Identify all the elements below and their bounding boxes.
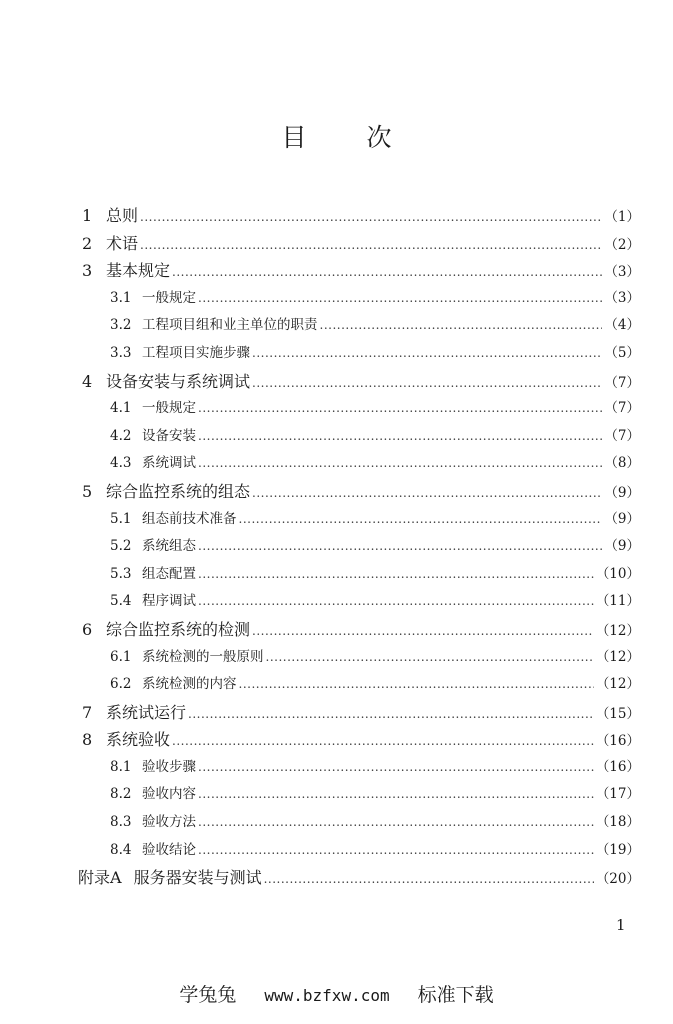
toc-entry-page: （12） (595, 622, 640, 639)
toc-dot-leader (172, 265, 602, 279)
toc-entry-number: 8 (82, 730, 93, 750)
toc-entry-page: （15） (595, 705, 640, 722)
toc-entry-title: 验收结论 (142, 841, 196, 858)
toc-chapter-row[interactable] (78, 617, 640, 645)
toc-dot-leader (198, 594, 594, 608)
toc-section-row[interactable] (78, 810, 640, 838)
toc-entry-page: （16） (595, 758, 640, 775)
toc-chapter-row[interactable] (78, 700, 640, 728)
toc-entry-title: 系统检测的一般原则 (142, 648, 264, 665)
toc-dot-leader (140, 210, 602, 224)
toc-entry-number: 5.4 (110, 593, 132, 610)
toc-entry-title: 一般规定 (142, 289, 196, 306)
toc-entry-title: 系统组态 (142, 538, 196, 555)
toc-section-row[interactable] (78, 396, 640, 424)
toc-entry-page: （3） (604, 264, 640, 281)
toc-entry-page: （3） (604, 289, 640, 306)
toc-entry-number: 4.3 (110, 455, 132, 472)
toc-section-row[interactable] (78, 424, 640, 452)
toc-dot-leader (252, 486, 602, 500)
toc-entry-number: 6.2 (110, 676, 132, 693)
toc-dot-leader (198, 815, 594, 829)
toc-entry-number: 2 (82, 233, 93, 253)
toc-entry-page: （8） (604, 455, 640, 472)
toc-entry-title: 工程项目实施步骤 (142, 344, 250, 361)
toc-entry-number: 1 (82, 206, 93, 225)
toc-entry-page: （20） (595, 871, 640, 888)
toc-dot-leader (198, 843, 594, 857)
toc-entry-number: 8.3 (110, 814, 132, 831)
toc-entry-page: （17） (595, 786, 640, 803)
toc-entry-page: （2） (604, 236, 640, 253)
toc-section-row[interactable] (78, 451, 640, 479)
toc-section-row[interactable] (78, 507, 640, 535)
toc-dot-leader (320, 318, 603, 332)
toc-entry-number: 7 (82, 702, 93, 722)
toc-dot-leader (252, 376, 602, 390)
toc-entry-page: （7） (604, 400, 640, 417)
toc-chapter-row[interactable] (78, 203, 640, 231)
toc-entry-page: （11） (595, 593, 640, 610)
toc-entry-number: 4 (82, 371, 93, 391)
toc-entry-page: （4） (604, 317, 640, 334)
footer-watermark (0, 980, 673, 1007)
toc-entry-number: 3.1 (110, 289, 132, 306)
toc-dot-leader (266, 650, 594, 664)
toc-dot-leader (198, 456, 602, 470)
toc-chapter-row[interactable] (78, 479, 640, 507)
toc-dot-leader (198, 539, 602, 553)
toc-entry-title: 系统检测的内容 (142, 676, 237, 693)
toc-entry-title: 总则 (106, 206, 139, 225)
toc-entry-title: 程序调试 (142, 593, 196, 610)
toc-entry-page: （19） (595, 841, 640, 858)
toc-entry-title: 组态前技术准备 (142, 510, 237, 527)
toc-entry-number: 5.3 (110, 565, 132, 582)
toc-entry-title: 术语 (106, 233, 139, 253)
toc-appendix-row[interactable] (78, 865, 640, 893)
toc-entry-page: （16） (595, 733, 640, 750)
toc-section-row[interactable] (78, 755, 640, 783)
toc-chapter-row[interactable] (78, 369, 640, 397)
table-of-contents (78, 203, 640, 893)
toc-section-row[interactable] (78, 782, 640, 810)
toc-entry-title: 系统验收 (106, 730, 171, 750)
page-title: 目 次 (281, 123, 418, 152)
toc-entry-title: 设备安装与系统调试 (106, 371, 251, 391)
toc-entry-number: 4.2 (110, 427, 132, 444)
toc-entry-page: （1） (604, 209, 640, 225)
toc-entry-number: 4.1 (110, 400, 132, 417)
toc-dot-leader (140, 238, 602, 252)
toc-dot-leader (239, 512, 603, 526)
toc-entry-number: 3.3 (110, 344, 132, 361)
toc-entry-page: （10） (595, 565, 640, 582)
toc-dot-leader (198, 291, 602, 305)
toc-entry-title: 验收步骤 (142, 758, 196, 775)
toc-entry-number: 5 (82, 481, 93, 501)
toc-section-row[interactable] (78, 534, 640, 562)
toc-entry-title: 组态配置 (142, 565, 196, 582)
footer-tagline: 标准下载 (417, 984, 494, 1006)
toc-section-row[interactable] (78, 313, 640, 341)
toc-dot-leader (198, 401, 602, 415)
toc-entry-number: 3.2 (110, 317, 132, 334)
footer-site-name: 学兔兔 (179, 984, 237, 1006)
toc-entry-title: 工程项目组和业主单位的职责 (142, 317, 318, 334)
toc-dot-leader (252, 624, 594, 638)
toc-entry-title: 基本规定 (106, 261, 171, 281)
toc-dot-leader (198, 567, 594, 581)
toc-entry-title: 综合监控系统的组态 (106, 481, 251, 501)
toc-entry-number: 8.1 (110, 758, 132, 775)
toc-entry-number: 5.2 (110, 538, 132, 555)
footer-url[interactable]: www.bzfxw.com (264, 986, 390, 1005)
toc-entry-number: 8.4 (110, 841, 132, 858)
toc-entry-title: 验收内容 (142, 786, 196, 803)
toc-dot-leader (198, 760, 594, 774)
toc-entry-page: （9） (604, 484, 640, 501)
toc-entry-page: （18） (595, 814, 640, 831)
toc-entry-title: 系统试运行 (106, 702, 187, 722)
toc-section-row[interactable] (78, 286, 640, 314)
toc-entry-page: （7） (604, 374, 640, 391)
toc-dot-leader (239, 677, 594, 691)
toc-section-row[interactable] (78, 838, 640, 866)
toc-entry-title: 设备安装 (142, 427, 196, 444)
toc-dot-leader (198, 787, 594, 801)
toc-section-row[interactable] (78, 589, 640, 617)
toc-dot-leader (252, 346, 602, 360)
toc-entry-page: （12） (595, 648, 640, 665)
toc-section-row[interactable] (78, 645, 640, 673)
toc-chapter-row[interactable] (78, 727, 640, 755)
toc-entry-number: 6 (82, 619, 93, 639)
toc-chapter-row[interactable] (78, 258, 640, 286)
toc-dot-leader (198, 429, 602, 443)
toc-entry-title: 综合监控系统的检测 (106, 619, 251, 639)
toc-section-row[interactable] (78, 672, 640, 700)
toc-entry-number: 5.1 (110, 510, 132, 527)
toc-dot-leader (264, 872, 594, 886)
toc-chapter-row[interactable] (78, 231, 640, 259)
toc-entry-title: 系统调试 (142, 455, 196, 472)
toc-section-row[interactable] (78, 341, 640, 369)
toc-entry-title: 服务器安装与测试 (133, 868, 262, 888)
toc-entry-page: （5） (604, 344, 640, 361)
toc-entry-number: 3 (82, 261, 93, 281)
toc-entry-page: （12） (595, 676, 640, 693)
toc-entry-page: （9） (604, 510, 640, 527)
toc-entry-number: 6.1 (110, 648, 132, 665)
toc-entry-title: 验收方法 (142, 814, 196, 831)
toc-entry-number: 8.2 (110, 786, 132, 803)
toc-entry-page: （9） (604, 538, 640, 555)
toc-entry-title: 一般规定 (142, 400, 196, 417)
toc-entry-number: 附录A (78, 868, 122, 888)
toc-entry-page: （7） (604, 427, 640, 444)
toc-dot-leader (188, 707, 594, 721)
toc-dot-leader (172, 734, 594, 748)
page-number: 1 (616, 916, 626, 934)
toc-section-row[interactable] (78, 562, 640, 590)
